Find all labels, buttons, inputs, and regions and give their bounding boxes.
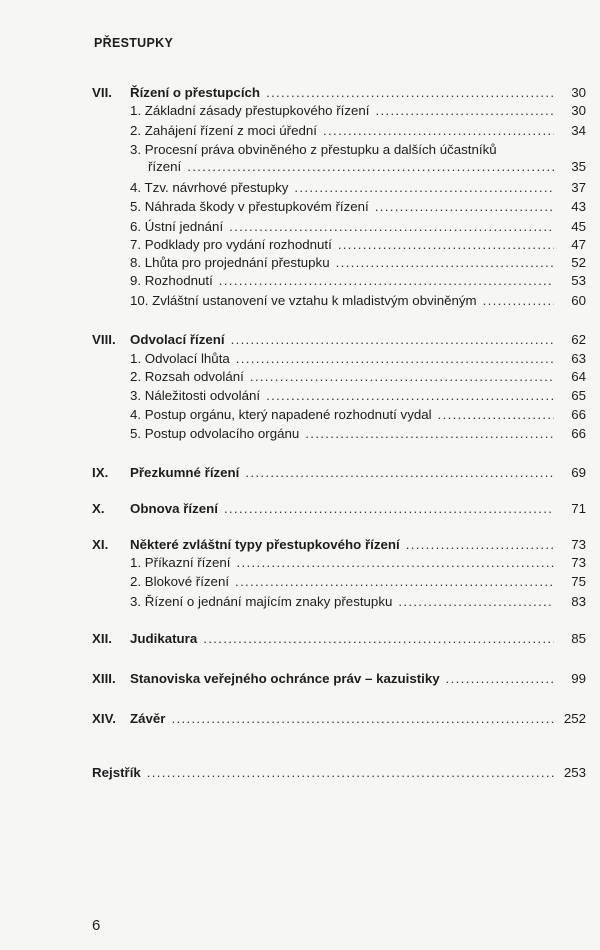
toc-entry-line (130, 629, 586, 649)
dot-leader (438, 405, 554, 425)
toc-entry-line (130, 291, 586, 311)
toc-page-number: 52 (571, 255, 586, 270)
toc-entry (0, 197, 600, 217)
toc-entry (0, 629, 600, 649)
toc-entry (0, 669, 600, 689)
toc-entry-title: Obnova řízení (130, 501, 218, 516)
toc-page-number: 63 (571, 351, 586, 366)
toc-entry-title: 3. Procesní práva obviněného z přestupku a dalších účastníků (130, 142, 497, 157)
toc-entry-line (130, 669, 586, 689)
toc-page-number: 73 (571, 537, 586, 552)
dot-leader (229, 217, 554, 237)
toc-entry-line (130, 424, 586, 444)
toc-entry (0, 253, 600, 273)
toc-entry-title: 5. Postup odvolacího orgánu (130, 426, 300, 441)
toc-page-number: 253 (563, 765, 586, 780)
toc-entry-line (130, 271, 586, 291)
toc-page-number: 252 (563, 711, 586, 726)
toc-page-number: 75 (571, 574, 586, 589)
toc-page-number: 73 (571, 555, 586, 570)
toc-entry (0, 157, 600, 177)
dot-leader (266, 386, 554, 406)
toc-entry (0, 405, 600, 425)
dot-leader (294, 178, 554, 198)
toc-entry-title: řízení (148, 159, 182, 174)
toc-page-number: 47 (571, 237, 586, 252)
dot-leader (375, 197, 554, 217)
toc-entry-title: 1. Odvolací lhůta (130, 351, 230, 366)
toc-entry-title: 2. Zahájení řízení z moci úřední (130, 123, 317, 138)
running-head: PŘESTUPKY (94, 36, 174, 50)
toc-entry-title: Rejstřík (92, 765, 141, 780)
toc-page-number: 66 (571, 407, 586, 422)
toc-entry-title: 4. Postup orgánu, který napadené rozhodnutí vydal (130, 407, 432, 422)
toc-entry-line (130, 709, 586, 729)
toc-entry (0, 121, 600, 141)
toc-entry-line (130, 83, 586, 103)
dot-leader (406, 535, 554, 555)
toc-page-number: 30 (571, 103, 586, 118)
toc-page-number: 60 (571, 293, 586, 308)
dot-leader (305, 424, 554, 444)
toc-chapter-number: IX. (92, 465, 109, 480)
toc-entry (0, 535, 600, 555)
toc-entry-title: 2. Blokové řízení (130, 574, 230, 589)
dot-leader (323, 121, 554, 141)
toc-entry-title: 5. Náhrada škody v přestupkovém řízení (130, 199, 369, 214)
toc-page-number: 62 (571, 332, 586, 347)
toc-page-number: 35 (571, 159, 586, 174)
dot-leader (231, 330, 554, 350)
dot-leader (219, 271, 554, 291)
toc-entry-line (130, 405, 586, 425)
toc-entry-title: 3. Náležitosti odvolání (130, 388, 261, 403)
toc-page-number: 66 (571, 426, 586, 441)
toc-entry-line (130, 553, 586, 573)
dot-leader (375, 101, 554, 121)
toc-page-number: 30 (571, 85, 586, 100)
toc-chapter-number: VIII. (92, 332, 116, 347)
toc-entry-line (130, 235, 586, 255)
toc-entry-title: 3. Řízení o jednání majícím znaky přestupku (130, 594, 393, 609)
dot-leader (224, 499, 554, 519)
dot-leader (147, 763, 554, 783)
toc-page-number: 71 (571, 501, 586, 516)
dot-leader (245, 463, 554, 483)
toc-chapter-number: XIII. (92, 671, 116, 686)
toc-entry (0, 235, 600, 255)
toc-chapter-number: VII. (92, 85, 112, 100)
dot-leader (446, 669, 554, 689)
dot-leader (338, 235, 554, 255)
dot-leader (203, 629, 554, 649)
toc-entry-line (130, 197, 586, 217)
toc-entry (0, 463, 600, 483)
toc-page-number: 34 (571, 123, 586, 138)
toc-entry (0, 330, 600, 350)
toc-entry (0, 217, 600, 237)
toc-entry (0, 499, 600, 519)
toc-entry-line (130, 101, 586, 121)
toc-entry-title: 9. Rozhodnutí (130, 273, 213, 288)
toc-entry-line (130, 535, 586, 555)
toc-entry-title: Přezkumné řízení (130, 465, 240, 480)
toc-entry-line (130, 572, 586, 592)
toc-entry (0, 424, 600, 444)
toc-entry (0, 553, 600, 573)
toc-page-number: 43 (571, 199, 586, 214)
toc-page-number: 37 (571, 180, 586, 195)
toc-chapter-number: XII. (92, 631, 112, 646)
toc-page-number: 64 (571, 369, 586, 384)
toc-entry (0, 83, 600, 103)
toc-entry-line (130, 367, 586, 387)
toc-entry-line (130, 349, 586, 369)
toc-page-number: 99 (571, 671, 586, 686)
toc-entry (0, 101, 600, 121)
toc-entry (0, 572, 600, 592)
toc-entry-title: 4. Tzv. návrhové přestupky (130, 180, 289, 195)
toc-entry-line (130, 463, 586, 483)
dot-leader (235, 572, 554, 592)
toc-entry-title: 2. Rozsah odvolání (130, 369, 244, 384)
toc-entry-title: Závěr (130, 711, 166, 726)
dot-leader (483, 291, 554, 311)
dot-leader (266, 83, 554, 103)
toc-entry-line (130, 178, 586, 198)
toc-entry-title: Judikatura (130, 631, 198, 646)
toc-entry-line (148, 157, 586, 177)
toc-entry (0, 763, 600, 783)
toc-entry-title: 7. Podklady pro vydání rozhodnutí (130, 237, 332, 252)
toc-entry-line (130, 330, 586, 350)
toc-entry (0, 178, 600, 198)
dot-leader (398, 592, 554, 612)
toc-page-number: 83 (571, 594, 586, 609)
toc-entry (0, 592, 600, 612)
toc-entry (0, 291, 600, 311)
toc-entry-line (130, 253, 586, 273)
toc-page-number: 69 (571, 465, 586, 480)
toc-chapter-number: XIV. (92, 711, 116, 726)
page-number: 6 (92, 917, 101, 934)
toc-entry-title: Odvolací řízení (130, 332, 225, 347)
toc-page-number: 45 (571, 219, 586, 234)
toc-entry-title: 8. Lhůta pro projednání přestupku (130, 255, 330, 270)
toc-entry-title: 1. Příkazní řízení (130, 555, 231, 570)
toc-entry (0, 271, 600, 291)
toc-entry-line (130, 592, 586, 612)
toc-entry-line (130, 499, 586, 519)
toc-chapter-number: X. (92, 501, 105, 516)
toc-entry-title: 1. Základní zásady přestupkového řízení (130, 103, 370, 118)
toc-page-number: 65 (571, 388, 586, 403)
dot-leader (236, 349, 554, 369)
dot-leader (187, 157, 554, 177)
toc-entry-title: Řízení o přestupcích (130, 85, 261, 100)
toc-entry-line (130, 121, 586, 141)
toc-page-number: 85 (571, 631, 586, 646)
toc-page-number: 53 (571, 273, 586, 288)
toc-entry (0, 367, 600, 387)
toc-entry-title: Některé zvláštní typy přestupkového řízení (130, 537, 400, 552)
toc-entry (0, 349, 600, 369)
dot-leader (250, 367, 554, 387)
toc-entry (0, 709, 600, 729)
toc-entry (0, 386, 600, 406)
dot-leader (237, 553, 554, 573)
toc-entry-line (92, 763, 586, 783)
toc-entry-title: Stanoviska veřejného ochránce práv – kazuistiky (130, 671, 440, 686)
dot-leader (336, 253, 554, 273)
toc-entry-line (130, 217, 586, 237)
toc-chapter-number: XI. (92, 537, 109, 552)
toc-entry-line (130, 386, 586, 406)
toc-entry-title: 10. Zvláštní ustanovení ve vztahu k mladistvým obviněným (130, 293, 477, 308)
toc-entry-title: 6. Ústní jednání (130, 219, 224, 234)
dot-leader (171, 709, 554, 729)
